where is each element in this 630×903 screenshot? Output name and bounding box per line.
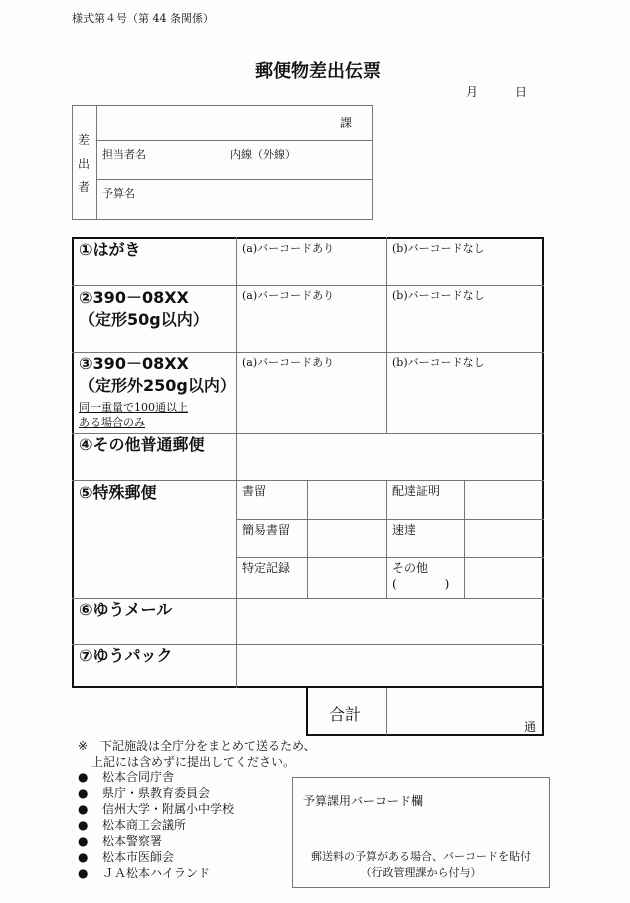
person-label[interactable]: 担当者名	[102, 148, 146, 161]
facility-name: 県庁・県教育委員会	[102, 786, 211, 800]
sender-label-2: 出	[78, 157, 91, 171]
facility-item: ● 信州大学・附属小中学校	[78, 802, 235, 816]
facility-item: ● ＪＡ松本ハイランド	[78, 866, 211, 880]
page-title: 郵便物差出伝票	[255, 61, 381, 82]
facility-item: ● 松本合同庁舎	[78, 770, 175, 784]
facility-item: ● 県庁・県教育委員会	[78, 786, 211, 800]
extension-label[interactable]: 内線（外線）	[230, 148, 296, 161]
note-line-2: 上記には含めずに提出してください。	[91, 755, 296, 769]
nonstandard-barcode-no[interactable]: (b)バーコードなし	[392, 356, 485, 369]
row-postcard-label: ①はがき	[79, 240, 141, 259]
postcard-barcode-no[interactable]: (b)バーコードなし	[392, 242, 485, 255]
standard-barcode-no[interactable]: (b)バーコードなし	[392, 289, 485, 302]
facility-name: ＪＡ松本ハイランド	[102, 866, 211, 880]
barcode-box[interactable]	[292, 777, 550, 888]
facility-item: ● 松本商工会議所	[78, 818, 187, 832]
budget-label[interactable]: 予算名	[102, 187, 135, 200]
section-suffix[interactable]: 課	[340, 116, 353, 130]
row-standard-label: ②390－08XX	[79, 288, 189, 307]
row-nonstandard-label: ③390－08XX	[79, 354, 189, 373]
row-special-label: ⑤特殊郵便	[79, 483, 157, 502]
row-nonstandard-sublabel: （定形外250g以内）	[79, 376, 236, 395]
barcode-box-line-1: 郵送料の予算がある場合、バーコードを貼付	[311, 850, 531, 863]
row-standard-sublabel: （定形50g以内）	[79, 310, 209, 329]
row-other-ordinary-label: ④その他普通郵便	[79, 435, 205, 454]
facility-item: ● 松本市医師会	[78, 850, 175, 864]
facility-name: 松本商工会議所	[102, 818, 187, 832]
special-recorded: 特定記録	[242, 561, 291, 575]
facility-name: 松本警察署	[102, 834, 163, 848]
nonstandard-barcode-yes[interactable]: (a)バーコードあり	[242, 356, 335, 369]
row-yumail-label: ⑥ゆうメール	[79, 600, 173, 619]
row-yupack-label: ⑦ゆうパック	[79, 646, 173, 665]
postcard-barcode-yes[interactable]: (a)バーコードあり	[242, 242, 335, 255]
sender-label-1: 差	[78, 133, 91, 147]
facility-item: ● 松本警察署	[78, 834, 163, 848]
facility-list	[78, 769, 234, 881]
facility-name: 信州大学・附属小中学校	[102, 802, 235, 816]
form-number: 様式第４号（第 44 条関係）	[72, 12, 214, 25]
sender-label-3: 者	[78, 180, 91, 194]
special-simple-registered: 簡易書留	[242, 523, 291, 537]
standard-barcode-yes[interactable]: (a)バーコードあり	[242, 289, 335, 302]
special-delivery-cert: 配達証明	[392, 484, 441, 498]
nonstandard-note-1: 同一重量で100通以上	[79, 401, 188, 414]
barcode-box-line-2: （行政管理課から付与）	[360, 866, 482, 879]
facility-name: 松本市医師会	[102, 850, 175, 864]
barcode-box-title: 予算課用バーコード欄	[303, 794, 424, 808]
date-month: 月	[466, 85, 479, 99]
facility-name: 松本合同庁舎	[102, 770, 175, 784]
total-unit[interactable]: 通	[524, 720, 537, 734]
nonstandard-note-2: ある場合のみ	[79, 416, 145, 429]
special-other-paren[interactable]: ( )	[392, 577, 450, 591]
special-registered: 書留	[242, 484, 267, 498]
note-line-1: ※ 下記施設は全庁分をまとめて送るため、	[78, 739, 316, 753]
date-day: 日	[515, 85, 528, 99]
special-express: 速達	[392, 523, 417, 537]
total-label: 合計	[329, 705, 362, 724]
special-other: その他	[392, 561, 429, 575]
